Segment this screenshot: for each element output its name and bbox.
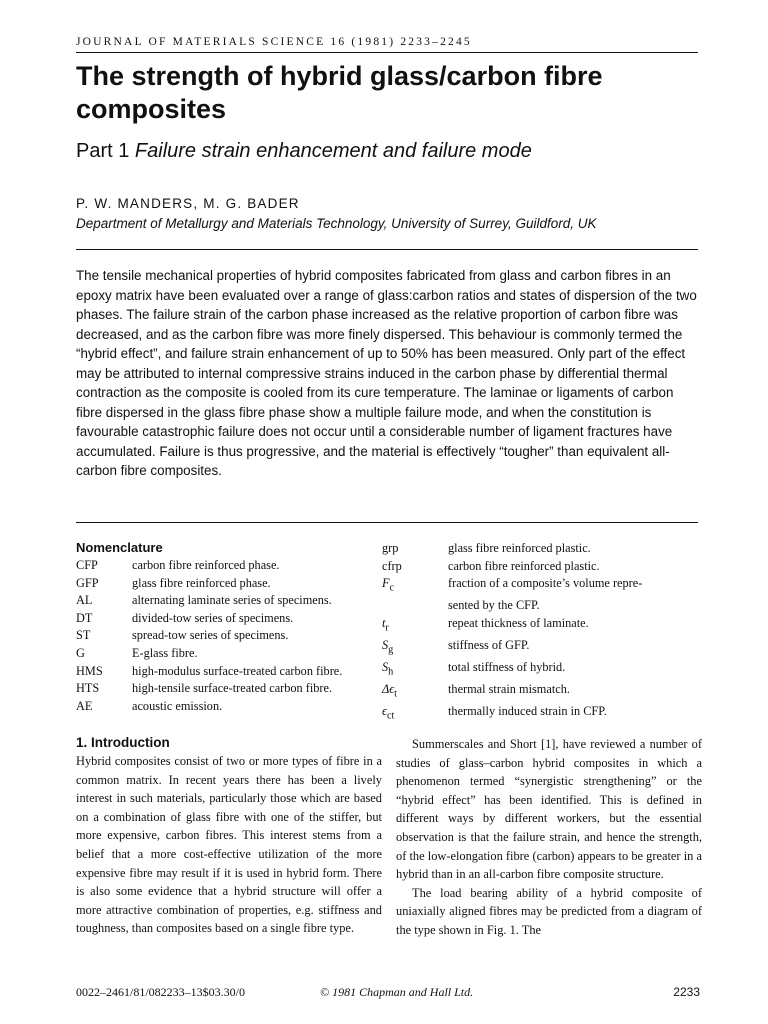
nomenclature-symbol xyxy=(382,615,448,637)
nomenclature-right-list xyxy=(382,540,642,725)
abstract-top-rule xyxy=(76,249,698,250)
nomenclature-definition: carbon fibre reinforced plastic. xyxy=(448,558,600,573)
symbol-main: S xyxy=(382,659,389,674)
symbol-subscript: g xyxy=(388,644,394,656)
nomenclature-symbol: G xyxy=(76,645,85,660)
nomenclature-row xyxy=(76,627,342,645)
nomenclature-heading: Nomenclature xyxy=(76,540,163,555)
nomenclature-left-list xyxy=(76,557,342,715)
part-heading xyxy=(76,140,532,163)
abstract: The tensile mechanical properties of hybrid composites fabricated from glass and carbon fibres in an epoxy matrix have been evaluated over a range of glass:carbon ratios and states of dispersion of the two phases. The failure strain of the carbon phase increased as the relative proportion of carbon fibre was decreased, and as the carbon fibre was more finely dispersed. This behaviour is commonly termed the “hybrid effect”, and failure strain enhancement of up to 50% has been measured. Only part of the effect may be attributed to internal compressive strains induced in the carbon phase by differential thermal contraction as the composite is cooled from its cure temperature. The laminae or ligaments of carbon fibre dispersed in the glass fibre phase show a multiple failure mode, and when the constitution is favourable catastrophic failure does not occur until a considerable number of ligament fractures have accumulated. Failure is thus progressive, and the material is effectively “tougher” than equivalent all-carbon fibre composites. xyxy=(76,268,697,478)
introduction-paragraph: Summerscales and Short [1], have reviewed a number of studies of glass–carbon hybrid composites in which a phenomenon termed “synergistic strengthening” or the “hybrid effect” has been identified. This is defined in different ways by different workers, but the essential observation is that the failure strain, and hence the strength, of the low-elongation fibre (carbon) appears to be greater in a hybrid than in an all-carbon fibre composite structure. xyxy=(396,737,702,882)
symbol-main: S xyxy=(382,637,389,652)
symbol-main: t xyxy=(382,615,386,630)
nomenclature-symbol xyxy=(382,597,448,615)
symbol-subscript: c xyxy=(389,582,395,594)
symbol-main: Δϵ xyxy=(382,681,395,696)
introduction-right-column xyxy=(396,735,702,940)
nomenclature-row xyxy=(382,637,642,659)
nomenclature-definition: alternating laminate series of specimens. xyxy=(132,593,332,608)
affiliation: Department of Metallurgy and Materials Technology, University of Surrey, Guildford, UK xyxy=(76,216,597,231)
nomenclature-row xyxy=(76,663,342,681)
nomenclature-row xyxy=(76,645,342,663)
page-number: 2233 xyxy=(673,985,700,999)
nomenclature-definition: spread-tow series of specimens. xyxy=(132,628,289,643)
nomenclature-definition: fraction of a composite’s volume repre- xyxy=(448,576,643,591)
symbol-main: ϵ xyxy=(382,704,387,719)
symbol-subscript: r xyxy=(385,622,389,634)
nomenclature-symbol: DT xyxy=(76,610,93,625)
journal-header: JOURNAL OF MATERIALS SCIENCE 16 (1981) 2233–2245 xyxy=(76,36,472,48)
introduction-paragraph: The load bearing ability of a hybrid composite of uniaxially aligned fibres may be predicted from a diagram of the type shown in Fig. 1. The xyxy=(396,885,702,937)
nomenclature-symbol: GFP xyxy=(76,575,99,590)
nomenclature-symbol: HMS xyxy=(76,663,103,678)
symbol-main: F xyxy=(382,576,390,591)
nomenclature-symbol xyxy=(382,637,448,659)
nomenclature-definition: sented by the CFP. xyxy=(448,598,540,613)
nomenclature-definition: glass fibre reinforced phase. xyxy=(132,575,271,590)
introduction-paragraph: Hybrid composites consist of two or more types of fibre in a common matrix. In recent years there has been a lively interest in such materials, particularly those which are based on a combination of glass fibre with one of the stiffer, but more expensive, carbon fibres. This interest stems from a belief that a more cost-effective utilization of the more expensive fibre may result if it is used in hybrid form. There is also some evidence that a hybrid structure will offer a more attractive combination of properties, e.g. stiffness and toughness, than composites based on a single fibre type. xyxy=(76,754,382,936)
header-rule xyxy=(76,52,698,53)
nomenclature-row xyxy=(76,592,342,610)
authors: P. W. MANDERS, M. G. BADER xyxy=(76,196,300,211)
abstract-bottom-rule xyxy=(76,522,698,523)
nomenclature-row xyxy=(76,557,342,575)
nomenclature-definition: E-glass fibre. xyxy=(132,645,198,660)
nomenclature-row xyxy=(382,703,642,725)
nomenclature-row xyxy=(382,659,642,681)
symbol-subscript: h xyxy=(388,666,394,678)
nomenclature-symbol xyxy=(382,575,448,597)
nomenclature-definition: thermally induced strain in CFP. xyxy=(448,704,607,719)
nomenclature-definition: high-tensile surface-treated carbon fibre. xyxy=(132,681,333,696)
article-code: 0022–2461/81/082233–13$03.30/0 xyxy=(76,985,246,999)
nomenclature-definition: stiffness of GFP. xyxy=(448,637,530,652)
copyright: © 1981 Chapman and Hall Ltd. xyxy=(320,985,474,999)
nomenclature-definition: thermal strain mismatch. xyxy=(448,681,570,696)
part-number: Part 1 xyxy=(76,140,130,162)
nomenclature-row xyxy=(76,575,342,593)
nomenclature-row xyxy=(76,610,342,628)
nomenclature-symbol: HTS xyxy=(76,681,100,696)
nomenclature-row xyxy=(76,698,342,716)
introduction-left-column xyxy=(76,752,382,938)
nomenclature-symbol: cfrp xyxy=(382,558,402,573)
symbol-subscript: t xyxy=(394,688,398,700)
nomenclature-symbol: AE xyxy=(76,698,93,713)
introduction-heading: 1. Introduction xyxy=(76,735,170,750)
nomenclature-symbol xyxy=(382,681,448,703)
nomenclature-definition: acoustic emission. xyxy=(132,698,223,713)
nomenclature-row xyxy=(382,615,642,637)
nomenclature-symbol: CFP xyxy=(76,558,98,572)
nomenclature-row xyxy=(382,540,642,558)
nomenclature-row xyxy=(382,558,642,576)
nomenclature-definition: high-modulus surface-treated carbon fibre. xyxy=(132,663,343,678)
nomenclature-symbol xyxy=(382,703,448,725)
nomenclature-definition: total stiffness of hybrid. xyxy=(448,659,566,674)
nomenclature-symbol xyxy=(382,659,448,681)
part-subtitle: Failure strain enhancement and failure mode xyxy=(134,140,532,162)
nomenclature-row xyxy=(382,597,642,615)
symbol-subscript: ct xyxy=(386,710,395,722)
nomenclature-symbol: grp xyxy=(382,541,399,555)
nomenclature-symbol: ST xyxy=(76,628,91,643)
nomenclature-definition: repeat thickness of laminate. xyxy=(448,615,589,630)
nomenclature-definition: divided-tow series of specimens. xyxy=(132,610,294,625)
nomenclature-symbol: AL xyxy=(76,593,93,608)
nomenclature-definition: glass fibre reinforced plastic. xyxy=(448,541,591,555)
nomenclature-row xyxy=(76,680,342,698)
nomenclature-row xyxy=(382,681,642,703)
nomenclature-definition: carbon fibre reinforced phase. xyxy=(132,558,280,572)
nomenclature-row xyxy=(382,575,642,597)
paper-title: The strength of hybrid glass/carbon fibre composites xyxy=(76,61,603,124)
